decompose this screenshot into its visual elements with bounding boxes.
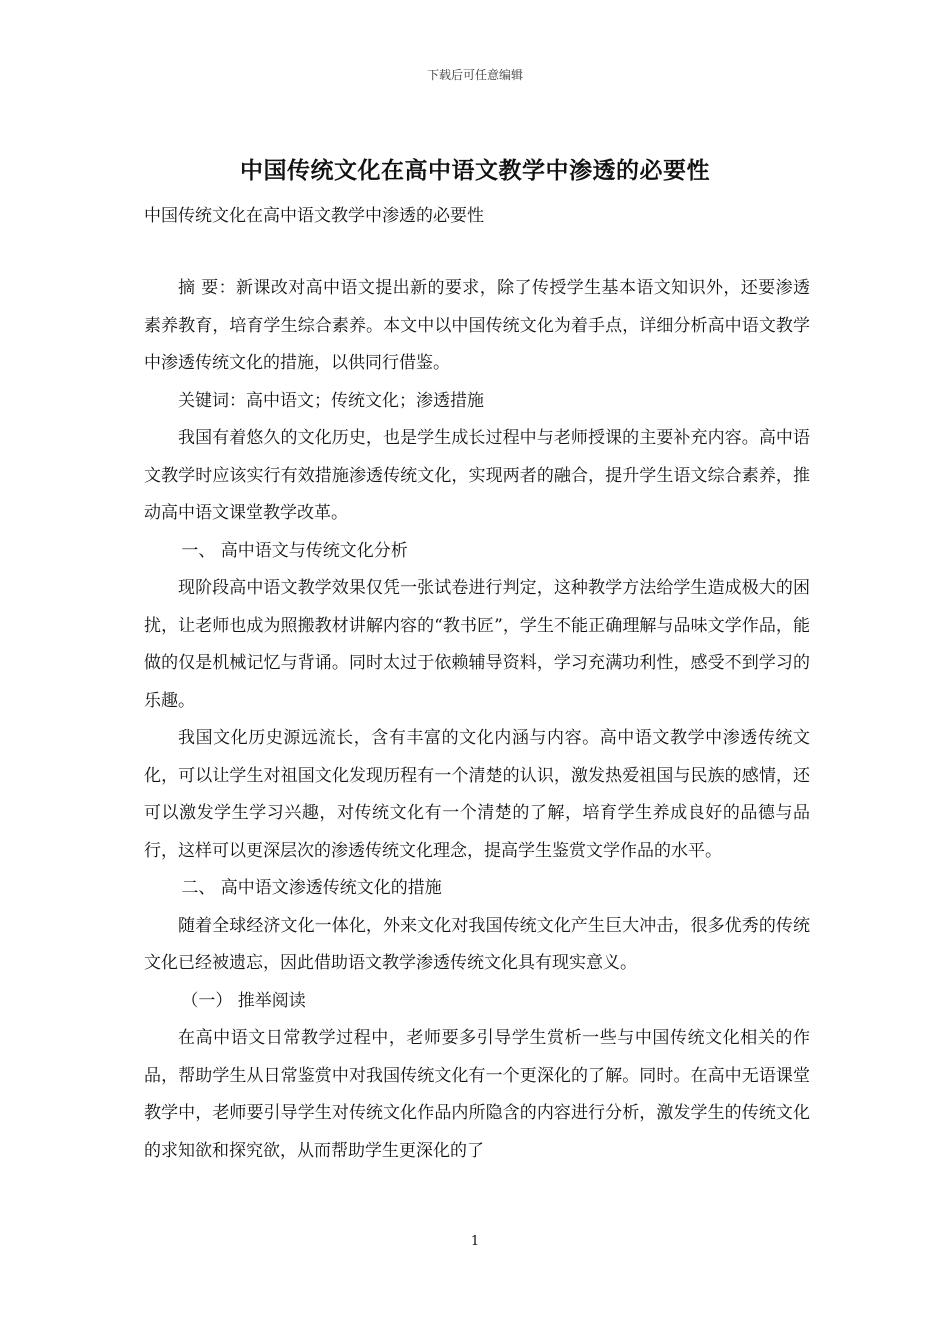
header-note: 下载后可任意编辑	[426, 68, 523, 82]
section-heading-1: 一、 高中语文与传统文化分析	[181, 540, 408, 561]
body-paragraph: 随着全球经济文化一体化，外来文化对我国传统文化产生巨大冲击，很多优秀的传统文化已经被遗忘，因此借助语文教学渗透传统文化具有现实意义。	[144, 915, 810, 973]
body-paragraph: 现阶段高中语文教学效果仅凭一张试卷进行判定，这种教学方法给学生造成极大的困扰，让老师也成为照搬教材讲解内容的“教书匠”，学生不能正确理解与品味文学作品，能做的仅是机械记忆与背诵。同时太过于依赖辅导资料，学习充满功利性，感受不到学习的乐趣。	[144, 578, 810, 711]
subsection-heading-1: （一） 推举阅读	[181, 990, 306, 1011]
page-number: 1	[470, 1234, 480, 1249]
intro-paragraph: 我国有着悠久的文化历史，也是学生成长过程中与老师授课的主要补充内容。高中语文教学时应该实行有效措施渗透传统文化，实现两者的融合，提升学生语文综合素养，推动高中语文课堂教学改革。	[144, 428, 810, 523]
body-text	[144, 270, 810, 1170]
abstract-paragraph: 摘 要：新课改对高中语文提出新的要求，除了传授学生基本语文知识外，还要渗透素养教育，培育学生综合素养。本文中以中国传统文化为着手点，详细分析高中语文教学中渗透传统文化的措施，以供同行借鉴。	[144, 278, 810, 373]
body-paragraph: 在高中语文日常教学过程中，老师要多引导学生赏析一些与中国传统文化相关的作品，帮助学生从日常鉴赏中对我国传统文化有一个更深化的了解。同时。在高中无语课堂教学中，老师要引导学生对传统文化作品内所隐含的内容进行分析，激发学生的传统文化的求知欲和探究欲，从而帮助学生更深化的了	[144, 1028, 810, 1161]
document-subtitle: 中国传统文化在高中语文教学中渗透的必要性	[144, 206, 484, 226]
keywords-paragraph: 关键词：高中语文；传统文化；渗透措施	[178, 390, 484, 411]
body-paragraph: 我国文化历史源远流长，含有丰富的文化内涵与内容。高中语文教学中渗透传统文化，可以让学生对祖国文化发现历程有一个清楚的认识，激发热爱祖国与民族的感情，还可以激发学生学习兴趣，对传统文化有一个清楚的了解，培育学生养成良好的品德与品行，这样可以更深层次的渗透传统文化理念，提高学生鉴赏文学作品的水平。	[144, 728, 810, 861]
document-title: 中国传统文化在高中语文教学中渗透的必要性	[240, 157, 710, 184]
section-heading-2: 二、 高中语文渗透传统文化的措施	[181, 878, 442, 898]
